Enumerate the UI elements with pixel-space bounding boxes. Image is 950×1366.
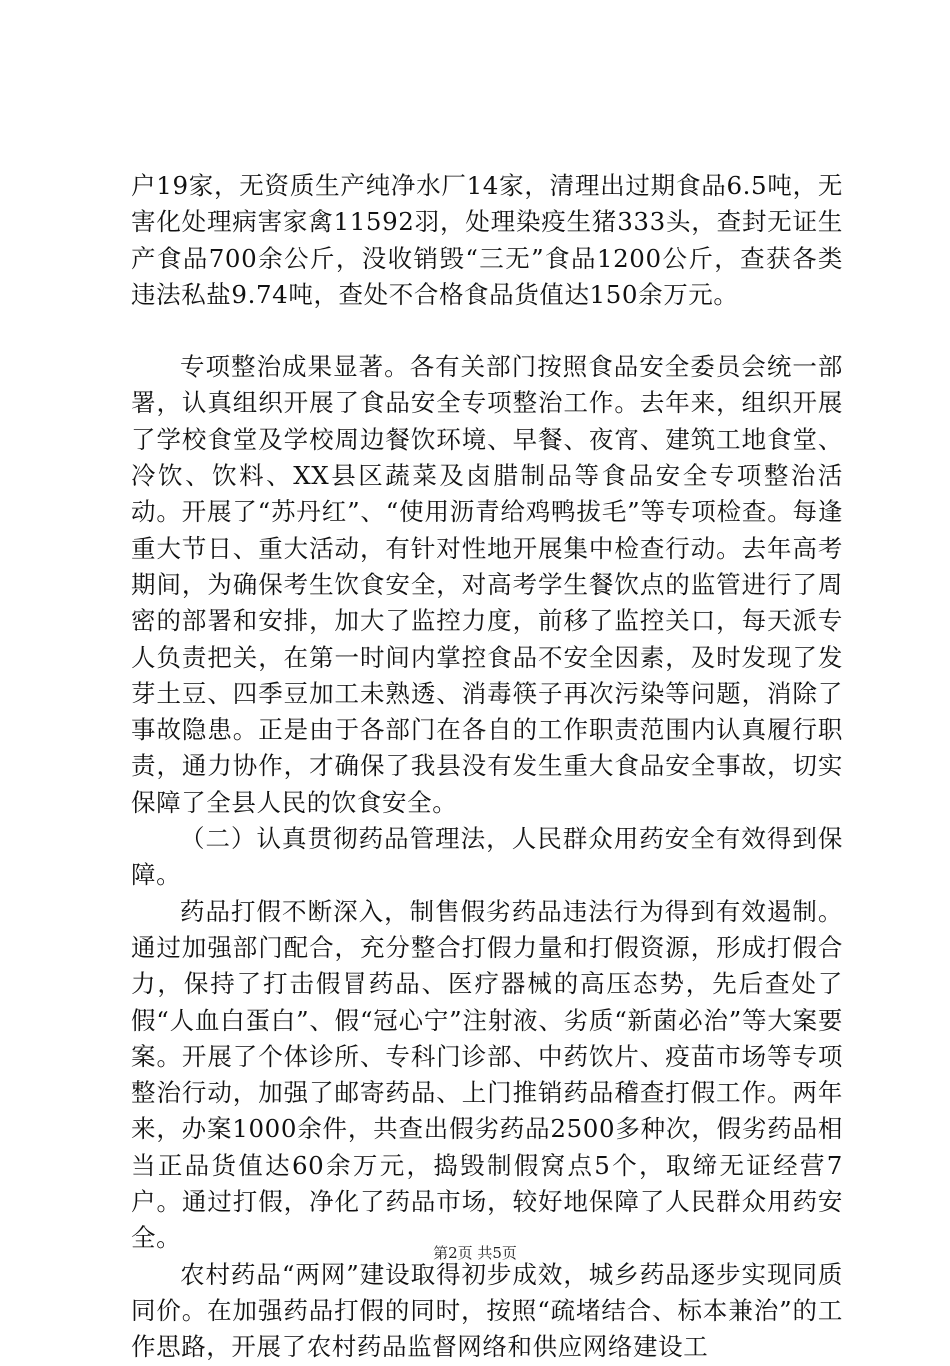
section-heading-drug-law: （二）认真贯彻药品管理法，人民群众用药安全有效得到保障。	[131, 824, 843, 890]
paragraph-counterfeit-drugs: 药品打假不断深入，制售假劣药品违法行为得到有效遏制。通过加强部门配合，充分整合打假力量和打假资源，形成打假合力，保持了打击假冒药品、医疗器械的高压态势，先后查处了假“人血白蛋白”、假“冠心宁”注射液、劣质“新菌必治”等大案要案。开展了个体诊所、专科门诊部、中药饮片、疫苗市场等专项整治行动，加强了邮寄药品、上门推销药品稽查打假工作。两年来，办案1000余件，共查出假劣药品2500多种次，假劣药品相当正品货值达60余万元，捣毁制假窝点5个，取缔无证经营7户。通过打假，净化了药品市场，较好地保障了人民群众用药安全。	[131, 896, 843, 1253]
paragraph-continuation: 户19家，无资质生产纯净水厂14家，清理出过期食品6.5吨，无害化处理病害家禽11592羽，处理染疫生猪333头，查封无证生产食品700余公斤，没收销毁“三无”食品1200公斤，查获各类违法私盐9.74吨，查处不合格食品货值达150余万元。	[131, 171, 843, 309]
paragraph-special-rectification: 专项整治成果显著。各有关部门按照食品安全委员会统一部署，认真组织开展了食品安全专项整治工作。去年来，组织开展了学校食堂及学校周边餐饮环境、早餐、夜宵、建筑工地食堂、冷饮、饮料、XX县区蔬菜及卤腊制品等食品安全专项整治活动。开展了“苏丹红”、“使用沥青给鸡鸭拔毛”等专项检查。每逢重大节日、重大活动，有针对性地开展集中检查行动。去年高考期间，为确保考生饮食安全，对高考学生餐饮点的监管进行了周密的部署和安排，加大了监控力度，前移了监控关口，每天派专人负责把关，在第一时间内掌控食品不安全因素，及时发现了发芽土豆、四季豆加工未熟透、消毒筷子再次污染等问题，消除了事故隐患。正是由于各部门在各自的工作职责范围内认真履行职责，通力协作，才确保了我县没有发生重大食品安全事故，切实保障了全县人民的饮食安全。	[131, 352, 843, 817]
page-number-footer: 第2页 共5页	[433, 1244, 517, 1262]
paragraph-rural-drug-network: 农村药品“两网”建设取得初步成效，城乡药品逐步实现同质同价。在加强药品打假的同时，按照“疏堵结合、标本兼治”的工作思路，开展了农村药品监督网络和供应网络建设工	[131, 1259, 843, 1362]
document-body	[131, 168, 843, 1366]
